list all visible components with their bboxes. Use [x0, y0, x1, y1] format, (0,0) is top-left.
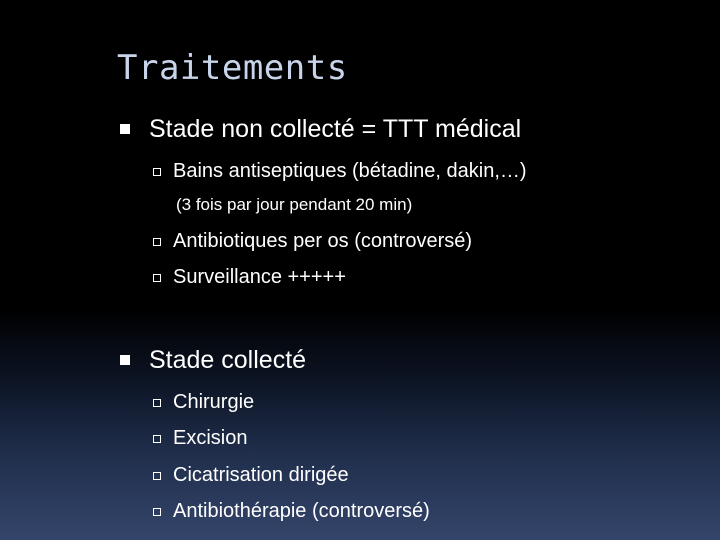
sub-bullet-text: Cicatrisation dirigée [173, 464, 349, 486]
hollow-square-bullet-icon [153, 435, 161, 443]
bullet-text: Stade non collecté = TTT médical [149, 115, 522, 143]
sub-bullet-text: Antibiotiques per os (controversé) [173, 230, 473, 252]
bullet-text: Stade collecté [149, 346, 307, 374]
sub-bullet-text: Surveillance +++++ [173, 266, 346, 288]
hollow-square-bullet-icon [153, 238, 161, 246]
hollow-square-bullet-icon [153, 274, 161, 282]
sub-bullet-text: Antibiothérapie (controversé) [173, 500, 430, 522]
sub-bullet-text: Bains antiseptiques (bétadine, dakin,…) [173, 160, 527, 182]
hollow-square-bullet-icon [153, 168, 161, 176]
square-bullet-icon [120, 355, 130, 365]
slide-title: Traitements [117, 48, 348, 88]
hollow-square-bullet-icon [153, 399, 161, 407]
sub-bullet-continuation: (3 fois par jour pendant 20 min) [176, 195, 413, 214]
square-bullet-icon [120, 124, 130, 134]
hollow-square-bullet-icon [153, 472, 161, 480]
sub-bullet-text: Excision [173, 427, 248, 449]
hollow-square-bullet-icon [153, 508, 161, 516]
sub-bullet-text: Chirurgie [173, 391, 255, 413]
